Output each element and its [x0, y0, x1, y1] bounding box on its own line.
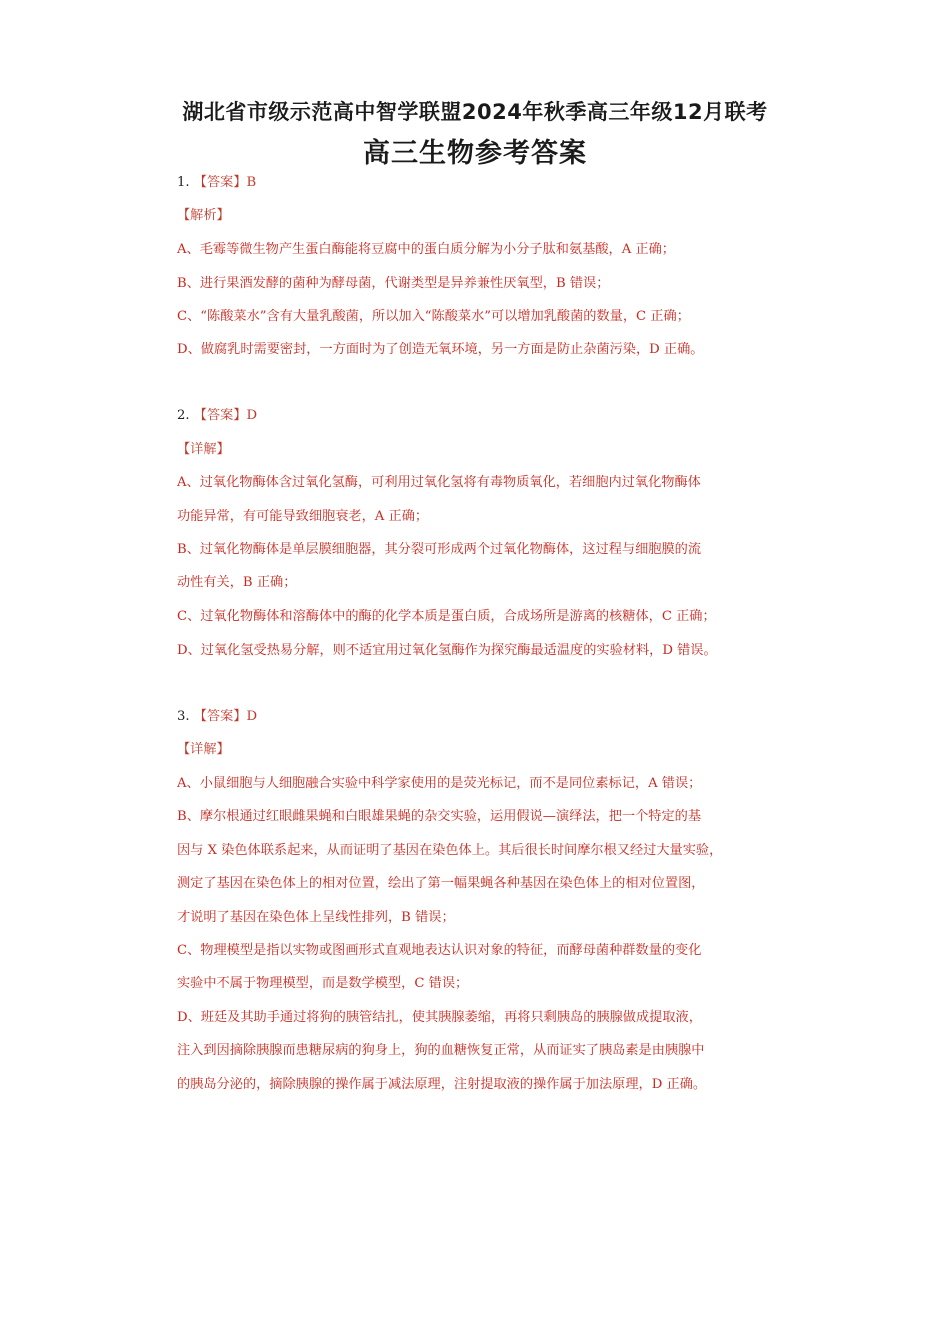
- analysis-line: B、进行果酒发酵的菌种为酵母菌，代谢类型是异养兼性厌氧型，B 错误；: [177, 276, 610, 291]
- answer-letter: D: [246, 408, 258, 423]
- exam-title: 湖北省市级示范高中智学联盟2024年秋季高三年级12月联考: [182, 100, 768, 124]
- analysis-line: C、过氧化物酶体和溶酶体中的酶的化学本质是蛋白质，合成场所是游离的核糖体，C 正确；: [177, 609, 716, 624]
- analysis-label: 【详解】: [177, 442, 230, 457]
- analysis-line: B、摩尔根通过红眼雌果蝇和白眼雄果蝇的杂交实验，运用假说—演绎法，把一个特定的基: [177, 809, 701, 824]
- analysis-line: A、毛霉等微生物产生蛋白酶能将豆腐中的蛋白质分解为小分子肽和氨基酸，A 正确；: [177, 242, 675, 257]
- analysis-line: 功能异常，有可能导致细胞衰老，A 正确；: [177, 509, 429, 524]
- question-number: 1.: [177, 175, 190, 190]
- answer-tag: 【答案】: [193, 175, 247, 190]
- analysis-line: D、做腐乳时需要密封，一方面时为了创造无氧环境，另一方面是防止杂菌污染，D 正确。: [177, 342, 704, 357]
- answer-tag: 【答案】: [193, 709, 247, 724]
- answer-letter: D: [246, 709, 258, 724]
- analysis-line: 注入到因摘除胰腺而患糖尿病的狗身上，狗的血糖恢复正常，从而证实了胰岛素是由胰腺中: [177, 1043, 705, 1058]
- analysis-line: 因与 X 染色体联系起来，从而证明了基因在染色体上。其后很长时间摩尔根又经过大量实验，: [177, 843, 723, 858]
- analysis-line: 实验中不属于物理模型，而是数学模型，C 错误；: [177, 976, 469, 991]
- analysis-label: 【详解】: [177, 742, 230, 757]
- question-3-answer: [177, 708, 777, 726]
- analysis-line: D、班廷及其助手通过将狗的胰管结扎，使其胰腺萎缩，再将只剩胰岛的胰腺做成提取液，: [177, 1010, 702, 1025]
- question-2-answer: [177, 407, 777, 425]
- answer-letter: B: [246, 175, 257, 190]
- question-number: 2.: [177, 408, 190, 423]
- answer-tag: 【答案】: [193, 408, 247, 423]
- analysis-line: C、物理模型是指以实物或图画形式直观地表达认识对象的特征，而酵母菌种群数量的变化: [177, 943, 702, 958]
- analysis-line: A、过氧化物酶体含过氧化氢酶，可利用过氧化氢将有毒物质氧化，若细胞内过氧化物酶体: [177, 475, 701, 490]
- analysis-line: 的胰岛分泌的，摘除胰腺的操作属于减法原理，注射提取液的操作属于加法原理，D 正确。: [177, 1077, 707, 1092]
- analysis-line: B、过氧化物酶体是单层膜细胞器，其分裂可形成两个过氧化物酶体，这过程与细胞膜的流: [177, 542, 701, 557]
- analysis-line: A、小鼠细胞与人细胞融合实验中科学家使用的是荧光标记，而不是同位素标记，A 错误；: [177, 776, 702, 791]
- analysis-line: 动性有关，B 正确；: [177, 575, 297, 590]
- analysis-line: C、“陈酸菜水”含有大量乳酸菌，所以加入“陈酸菜水”可以增加乳酸菌的数量，C 正确；: [177, 309, 690, 324]
- analysis-line: 测定了基因在染色体上的相对位置，绘出了第一幅果蝇各种基因在染色体上的相对位置图，: [177, 876, 705, 891]
- analysis-line: 才说明了基因在染色体上呈线性排列，B 错误；: [177, 910, 455, 925]
- question-1-answer: [177, 174, 777, 192]
- analysis-line: D、过氧化氢受热易分解，则不适宜用过氧化氢酶作为探究酶最适温度的实验材料，D 错误。: [177, 643, 717, 658]
- question-number: 3.: [177, 709, 190, 724]
- analysis-label: 【解析】: [177, 208, 230, 223]
- answer-key-title: 高三生物参考答案: [363, 138, 587, 169]
